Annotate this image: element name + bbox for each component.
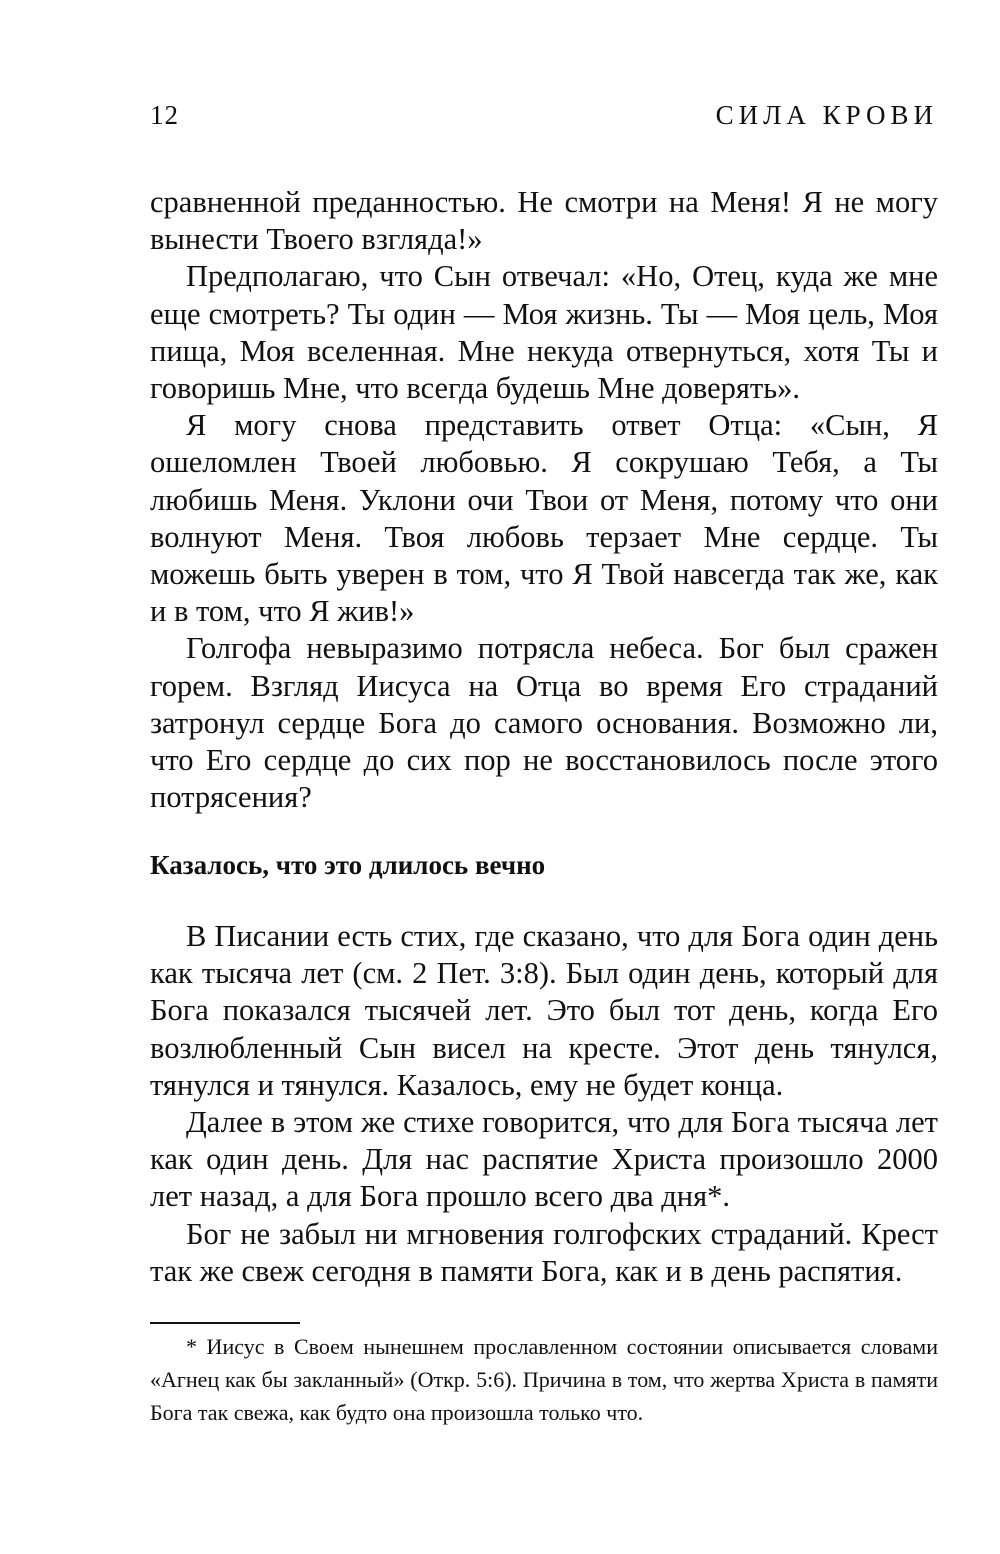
- paragraph: Далее в этом же стихе говорится, что для Бога тысяча лет как один день. Для нас распятие Христа произошло 2000 лет назад, а для Бога прошло всего два дня*.: [150, 1105, 938, 1214]
- section-heading: Казалось, что это длилось вечно: [150, 850, 546, 880]
- footnote: [150, 1330, 938, 1429]
- paragraph: Бог не забыл ни мгновения голгофских страданий. Крест так же свеж сегодня в памяти Бога, как и в день распятия.: [150, 1216, 938, 1288]
- paragraph-continued: сравненной преданностью. Не смотри на Меня! Я не могу вынести Твоего взгляда!»: [150, 185, 938, 257]
- paragraph: Голгофа невыразимо потрясла небеса. Бог был сражен горем. Взгляд Иисуса на Отца во время Его страданий затронул сердце Бога до самого основания. Возможно ли, что Его сердце до сих пор не восстановилось после этого потрясения?: [150, 631, 938, 815]
- body-text-top: [150, 184, 938, 816]
- page-number: 12: [150, 100, 179, 130]
- footnote-divider: [150, 1322, 300, 1324]
- paragraph: В Писании есть стих, где сказано, что для Бога один день как тысяча лет (см. 2 Пет. 3:8). Был один день, который для Бога показался тысячей лет. Это был тот день, когда Его возлюбленный Сын висел на кресте. Этот день тянулся, тянулся и тянулся. Казалось, ему не будет конца.: [150, 919, 938, 1102]
- paragraph: Предполагаю, что Сын отвечал: «Но, Отец, куда же мне еще смотреть? Ты один — Моя жизнь. Ты — Моя цель, Моя пища, Моя вселенная. Мне некуда отвернуться, хотя Ты и говоришь Мне, что всегда будешь Мне доверять».: [150, 259, 938, 406]
- book-page: [150, 0, 938, 1554]
- body-text-bottom: [150, 918, 938, 1290]
- running-head: [150, 100, 938, 140]
- paragraph: Я могу снова представить ответ Отца: «Сын, Я ошеломлен Твоей любовью. Я сокрушаю Тебя, а Ты любишь Меня. Уклони очи Твои от Меня, потому что они волнуют Меня. Твоя любовь терзает Мне сердце. Ты можешь быть уверен в том, что Я Твой навсегда так же, как и в том, что Я жив!»: [150, 408, 938, 629]
- footnote-text: * Иисус в Своем нынешнем прославленном состоянии описывается словами «Агнец как бы закланный» (Откр. 5:6). Причина в том, что жертва Христа в памяти Бога так свежа, как будто она произошла только что.: [150, 1334, 938, 1425]
- running-head-title: СИЛА КРОВИ: [715, 100, 938, 130]
